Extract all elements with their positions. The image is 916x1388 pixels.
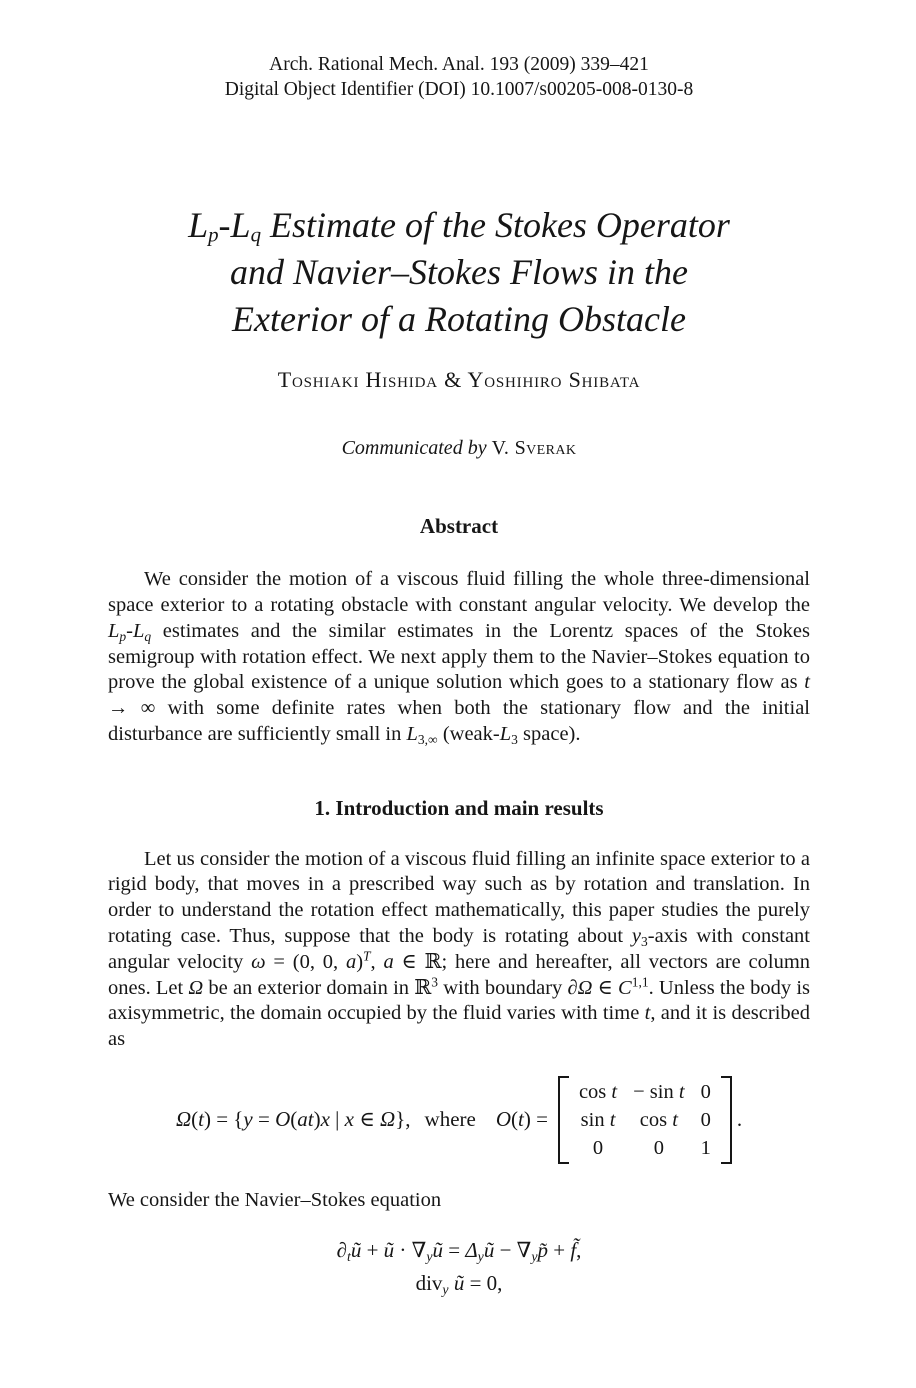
rotation-matrix [569,1074,721,1166]
matrix-cell: cos t [639,1108,678,1131]
communicated-by [108,437,810,460]
matrix-cell: 0 [592,1136,604,1159]
equation-period: . [736,1107,743,1132]
journal-line: Arch. Rational Mech. Anal. 193 (2009) 339–421 [269,54,649,75]
matrix-cell: − sin t [633,1080,685,1103]
matrix-cell: 0 [700,1108,711,1131]
ns-equation-line-1: $\partial_tũ$ + ũ · $\nabla_yũ$ = $\Delta_yũ$ − $\nabla_yp̃$ + f̃, [336,1237,582,1264]
paper-title [108,202,810,343]
title-line-3: Exterior of a Rotating Obstacle [232,299,686,339]
navier-stokes-equation [108,1234,810,1300]
where-word: where [424,1107,476,1132]
authors: Toshiaki Hishida & Yoshihiro Shibata [277,367,641,393]
doi-line: Digital Object Identifier (DOI) 10.1007/s00205-008-0130-8 [224,79,694,100]
domain-equation [108,1074,810,1166]
matrix-left-bracket [558,1076,569,1164]
matrix-cell: 0 [653,1136,664,1159]
matrix-lead: O(t) = [495,1107,548,1132]
journal-header [108,52,810,102]
matrix-cell: 1 [700,1136,711,1159]
title-line-2: and Navier–Stokes Flows in the [230,252,688,292]
section-heading: 1. Introduction and main results [314,795,604,820]
matrix-cell: cos t [578,1080,618,1103]
matrix-right-bracket [721,1076,732,1164]
ns-intro-text: We consider the Navier–Stokes equation [108,1188,442,1211]
intro-paragraph: Let us consider the motion of a viscous fluid filling an infinite space exterior to a rigid body, that moves in a prescribed way such as by rotation and translation. In order to understand the rotation effect mathematically, this paper studies the purely rotating case. Thus, suppose that the body is rotating about $y_3$-axis with constant angular velocity ω = (0, 0, a)$^T$, a ∈ ℝ; here and hereafter, all vectors are column ones. Let Ω be an exterior domain in ℝ$^3$ with boundary ∂Ω ∈ C$^{1,1}$. Unless the body is axisymmetric, the domain occupied by the fluid varies with time t, and it is described as [108,847,811,1051]
title-line-1: $L_p-L_q$ Estimate of the Stokes Operator [188,205,730,247]
abstract-text: We consider the motion of a viscous fluid filling the whole three-dimensional space exterior to a rotating obstacle with constant angular velocity. We develop the $L_p-L_q$ estimates and the similar estimates in the Lorentz spaces of the Stokes semigroup with rotation effect. We next apply them to the Navier–Stokes equation to prove the global existence of a unique solution which goes to a stationary flow as t → ∞ with some definite rates when both the stationary flow and the initial disturbance are sufficiently small in $L_{3,\infty}$ ($weak-L_3$ space). [108,568,810,747]
domain-equation-lhs: Ω(t) = {y = O(at)x | x ∈ Ω}, [175,1107,411,1132]
matrix-cell: 0 [700,1080,711,1103]
abstract-heading: Abstract [419,514,499,539]
ns-equation-line-2: div$_y$ ũ = 0, [415,1270,503,1297]
communicated-prefix: Communicated by [341,437,487,460]
matrix-cell: sin t [580,1108,616,1131]
communicating-editor: V. Sverak [491,437,577,460]
